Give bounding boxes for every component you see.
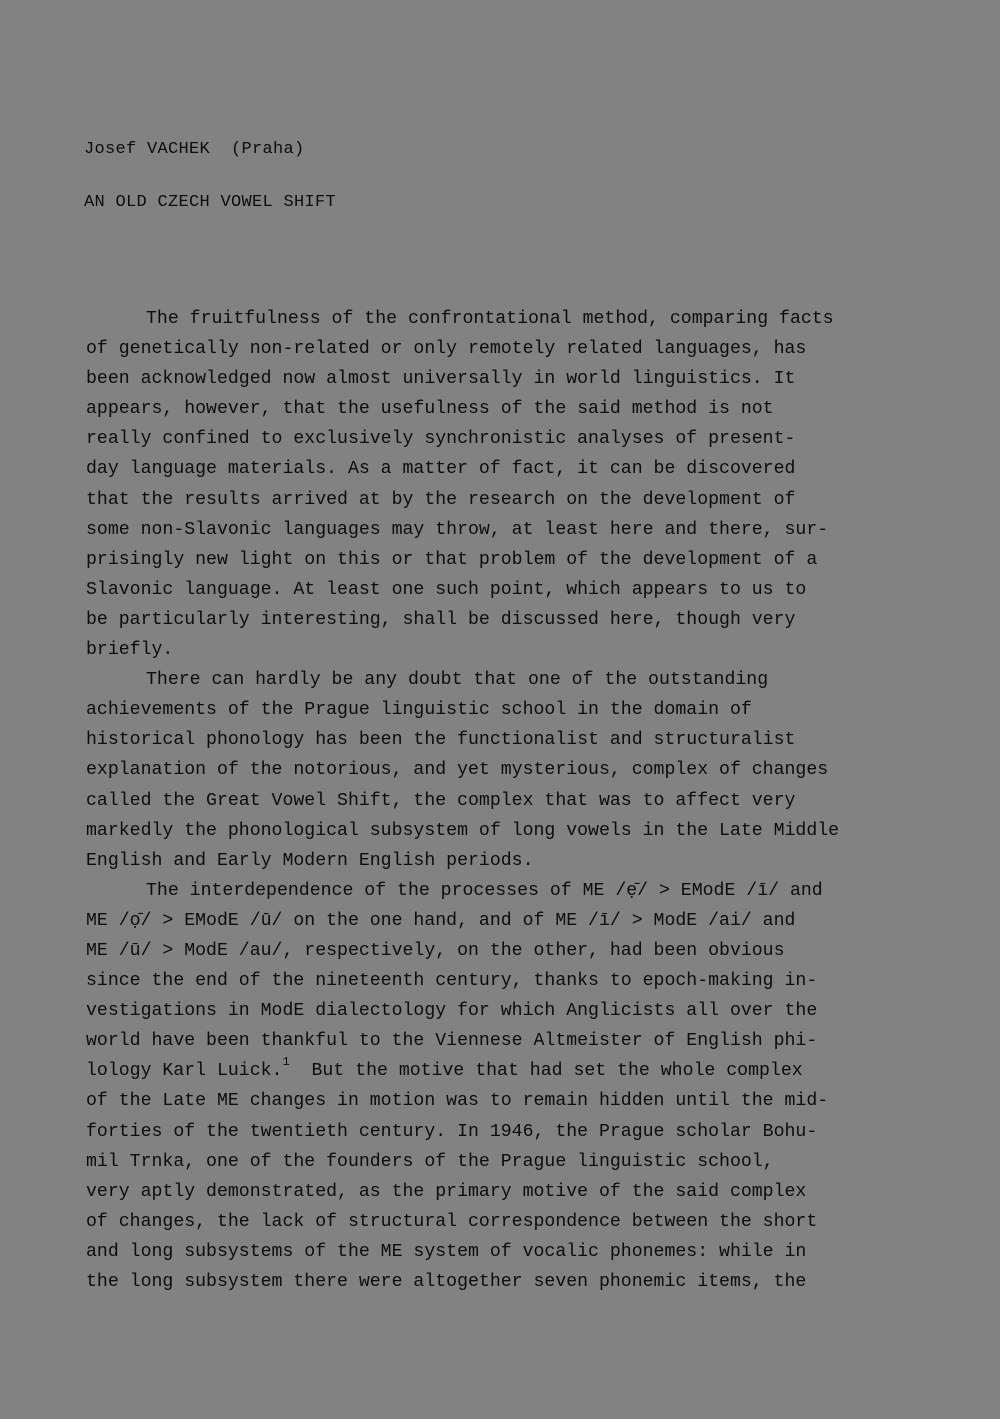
text-line (86, 394, 916, 424)
text-line (86, 304, 916, 334)
text-line (86, 665, 916, 695)
text-line-content: be particularly interesting, shall be discussed here, though very (86, 609, 796, 630)
text-line (86, 966, 916, 996)
text-line-content: historical phonology has been the functionalist and structuralist (86, 730, 796, 751)
text-line (86, 1177, 916, 1207)
text-line (86, 755, 916, 785)
text-line-content: since the end of the nineteenth century, thanks to epoch-making in- (86, 971, 818, 992)
text-line-content: There can hardly be any doubt that one of the outstanding (146, 670, 769, 691)
text-line (86, 816, 916, 846)
text-line (86, 725, 916, 755)
text-line-content: briefly. (86, 640, 174, 661)
text-line-content: some non-Slavonic languages may throw, at least here and there, sur- (86, 519, 829, 540)
article-title: AN OLD CZECH VOWEL SHIFT (84, 193, 337, 212)
text-line (86, 424, 916, 454)
text-line (86, 1026, 916, 1056)
text-line-content: of the Late ME changes in motion was to remain hidden until the mid- (86, 1091, 829, 1112)
text-line-content: English and Early Modern English periods. (86, 850, 534, 871)
text-line (86, 545, 916, 575)
text-line-content: mil Trnka, one of the founders of the Prague linguistic school, (86, 1151, 774, 1172)
text-line (86, 1086, 916, 1116)
text-line-content: really confined to exclusively synchronistic analyses of present- (86, 429, 796, 450)
body-text (86, 304, 916, 1297)
text-line (86, 996, 916, 1026)
text-line-content: markedly the phonological subsystem of long vowels in the Late Middle (86, 820, 840, 841)
text-line-content: and long subsystems of the ME system of vocalic phonemes: while in (86, 1241, 807, 1262)
text-line (86, 515, 916, 545)
text-line-content: called the Great Vowel Shift, the complex that was to affect very (86, 790, 796, 811)
text-line-content: forties of the twentieth century. In 1946, the Prague scholar Bohu- (86, 1121, 818, 1142)
text-line-content: appears, however, that the usefulness of the said method is not (86, 399, 774, 420)
text-line-content: of changes, the lack of structural correspondence between the short (86, 1211, 818, 1232)
text-line (86, 936, 916, 966)
text-line-content: been acknowledged now almost universally in world linguistics. It (86, 369, 796, 390)
text-line (86, 1207, 916, 1237)
text-line (86, 876, 916, 906)
text-line-content: prisingly new light on this or that problem of the development of a (86, 549, 818, 570)
text-line (86, 846, 916, 876)
text-line-content: Slavonic language. At least one such point, which appears to us to (86, 579, 807, 600)
text-line-content: that the results arrived at by the research on the development of (86, 489, 796, 510)
text-line (86, 635, 916, 665)
text-line-content: very aptly demonstrated, as the primary motive of the said complex (86, 1181, 807, 1202)
text-line (86, 575, 916, 605)
text-line (86, 1267, 916, 1297)
text-line (86, 1147, 916, 1177)
text-line-content: ME /ọ̄/ > EModE /ū/ on the one hand, and of ME /ī/ > ModE /ai/ and (86, 910, 796, 931)
footnote-marker: 1 (282, 1055, 290, 1070)
text-line-content: The interdependence of the processes of ME /ẹ̄/ > EModE /ī/ and (146, 880, 823, 901)
text-line (86, 454, 916, 484)
text-line-content: the long subsystem there were altogether seven phonemic items, the (86, 1272, 807, 1292)
author-line: Josef VACHEK (Praha) (84, 140, 305, 159)
text-line-content: day language materials. As a matter of fact, it can be discovered (86, 459, 796, 480)
text-line-continuation: But the motive that had set the whole complex (289, 1061, 803, 1082)
text-line (86, 906, 916, 936)
text-line (86, 1056, 916, 1086)
text-line-content: achievements of the Prague linguistic school in the domain of (86, 700, 752, 721)
text-line-content: The fruitfulness of the confrontational method, comparing facts (146, 309, 834, 329)
text-line (86, 485, 916, 515)
text-line-content: world have been thankful to the Viennese Altmeister of English phi- (86, 1031, 818, 1052)
text-line-content: vestigations in ModE dialectology for which Anglicists all over the (86, 1001, 818, 1022)
text-line-content: of genetically non-related or only remotely related languages, has (86, 339, 807, 360)
text-line (86, 786, 916, 816)
text-line (86, 695, 916, 725)
text-line-content: ME /ū/ > ModE /au/, respectively, on the other, had been obvious (86, 940, 785, 961)
text-line (86, 1237, 916, 1267)
text-line-content: explanation of the notorious, and yet mysterious, complex of changes (86, 760, 829, 781)
text-line (86, 1117, 916, 1147)
text-line (86, 605, 916, 635)
text-line (86, 334, 916, 364)
text-line-content: lology Karl Luick. (86, 1061, 283, 1082)
text-line (86, 364, 916, 394)
